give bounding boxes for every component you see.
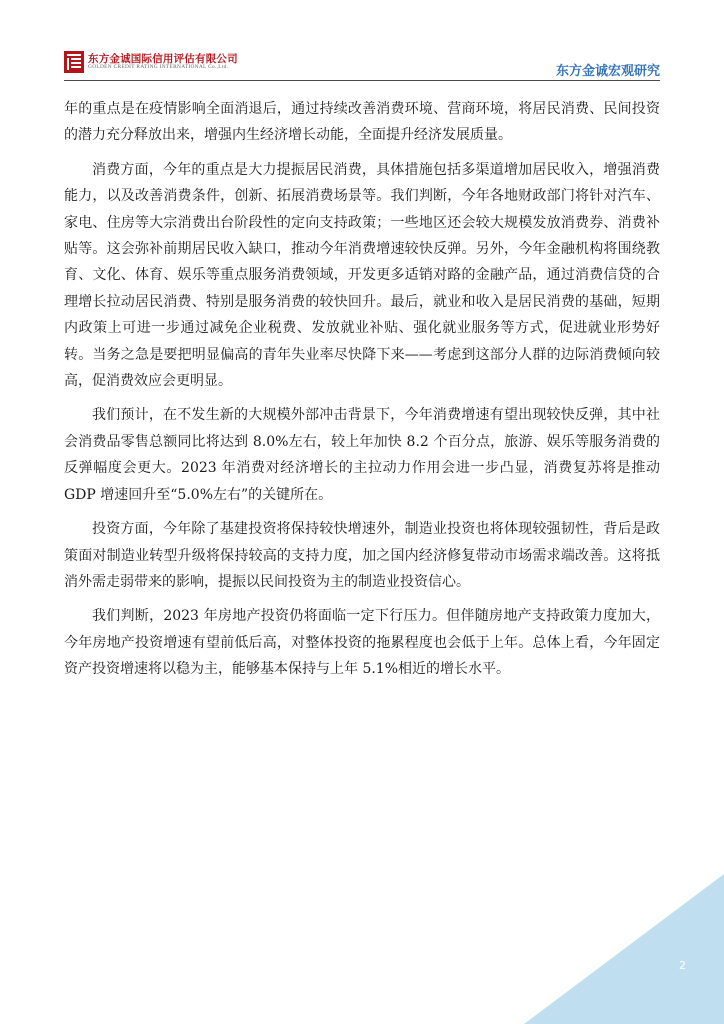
company-logo xyxy=(64,48,254,76)
page-header xyxy=(64,48,660,80)
header-divider xyxy=(64,80,660,81)
corner-decoration xyxy=(524,874,724,1024)
page-number: 2 xyxy=(679,959,686,972)
paragraph-real-estate: 我们判断，2023 年房地产投资仍将面临一定下行压力。但伴随房地产支持政策力度加大，今年房地产投资增速有望前低后高，对整体投资的拖累程度也会低于上年。总体上看，今年固定资产投资增速将以稳为主，能够基本保持与上年 5.1%相近的增长水平。 xyxy=(64,608,660,678)
company-name: 东方金诚国际信用评估有限公司 xyxy=(88,53,238,65)
report-series-title: 东方金诚宏观研究 xyxy=(555,64,660,79)
paragraph-consumption: 消费方面，今年的重点是大力提振居民消费，具体措施包括多渠道增加居民收入，增强消费能力，以及改善消费条件，创新、拓展消费场景等。我们判断，今年各地财政部门将针对汽车、家电、住房等大宗消费出台阶段性的定向支持政策；一些地区还会较大规模发放消费券、消费补贴等。这会弥补前期居民收入缺口，推动今年消费增速较快反弹。另外，今年金融机构将围绕教育、文化、体育、娱乐等重点服务消费领域，开发更多适销对路的金融产品，通过消费信贷的合理增长拉动居民消费、特别是服务消费的较快回升。最后，就业和收入是居民消费的基础，短期内政策上可进一步通过减免企业税费、发放就业补贴、强化就业服务等方式，促进就业形势好转。当务之急是要把明显偏高的青年失业率尽快降下来——考虑到这部分人群的边际消费倾向较高，促消费效应会更明显。 xyxy=(64,161,660,390)
paragraph-continuation: 年的重点是在疫情影响全面消退后，通过持续改善消费环境、营商环境，将居民消费、民间投资的潜力充分释放出来，增强内生经济增长动能，全面提升经济发展质量。 xyxy=(64,101,660,144)
company-name-english: GOLDEN CREDIT RATING INTERNATIONAL Co.,Ltd. xyxy=(88,64,229,70)
paragraph-consumption-forecast: 我们预计，在不发生新的大规模外部冲击背景下，今年消费增速有望出现较快反弹，其中社会消费品零售总额同比将达到 8.0%左右，较上年加快 8.2 个百分点，旅游、娱乐等服务消费的反弹幅度会更大。2023 年消费对经济增长的主拉动力作用会进一步凸显，消费复苏将是推动 GDP 增速回升至“5.0%左右”的关键所在。 xyxy=(64,407,660,503)
report-body xyxy=(64,96,660,691)
company-logo-mark-icon xyxy=(64,51,84,73)
paragraph-investment: 投资方面，今年除了基建投资将保持较快增速外，制造业投资也将体现较强韧性，背后是政策面对制造业转型升级将保持较高的支持力度，加之国内经济修复带动市场需求端改善。这将抵消外需走弱带来的影响，提振以民间投资为主的制造业投资信心。 xyxy=(64,521,660,590)
